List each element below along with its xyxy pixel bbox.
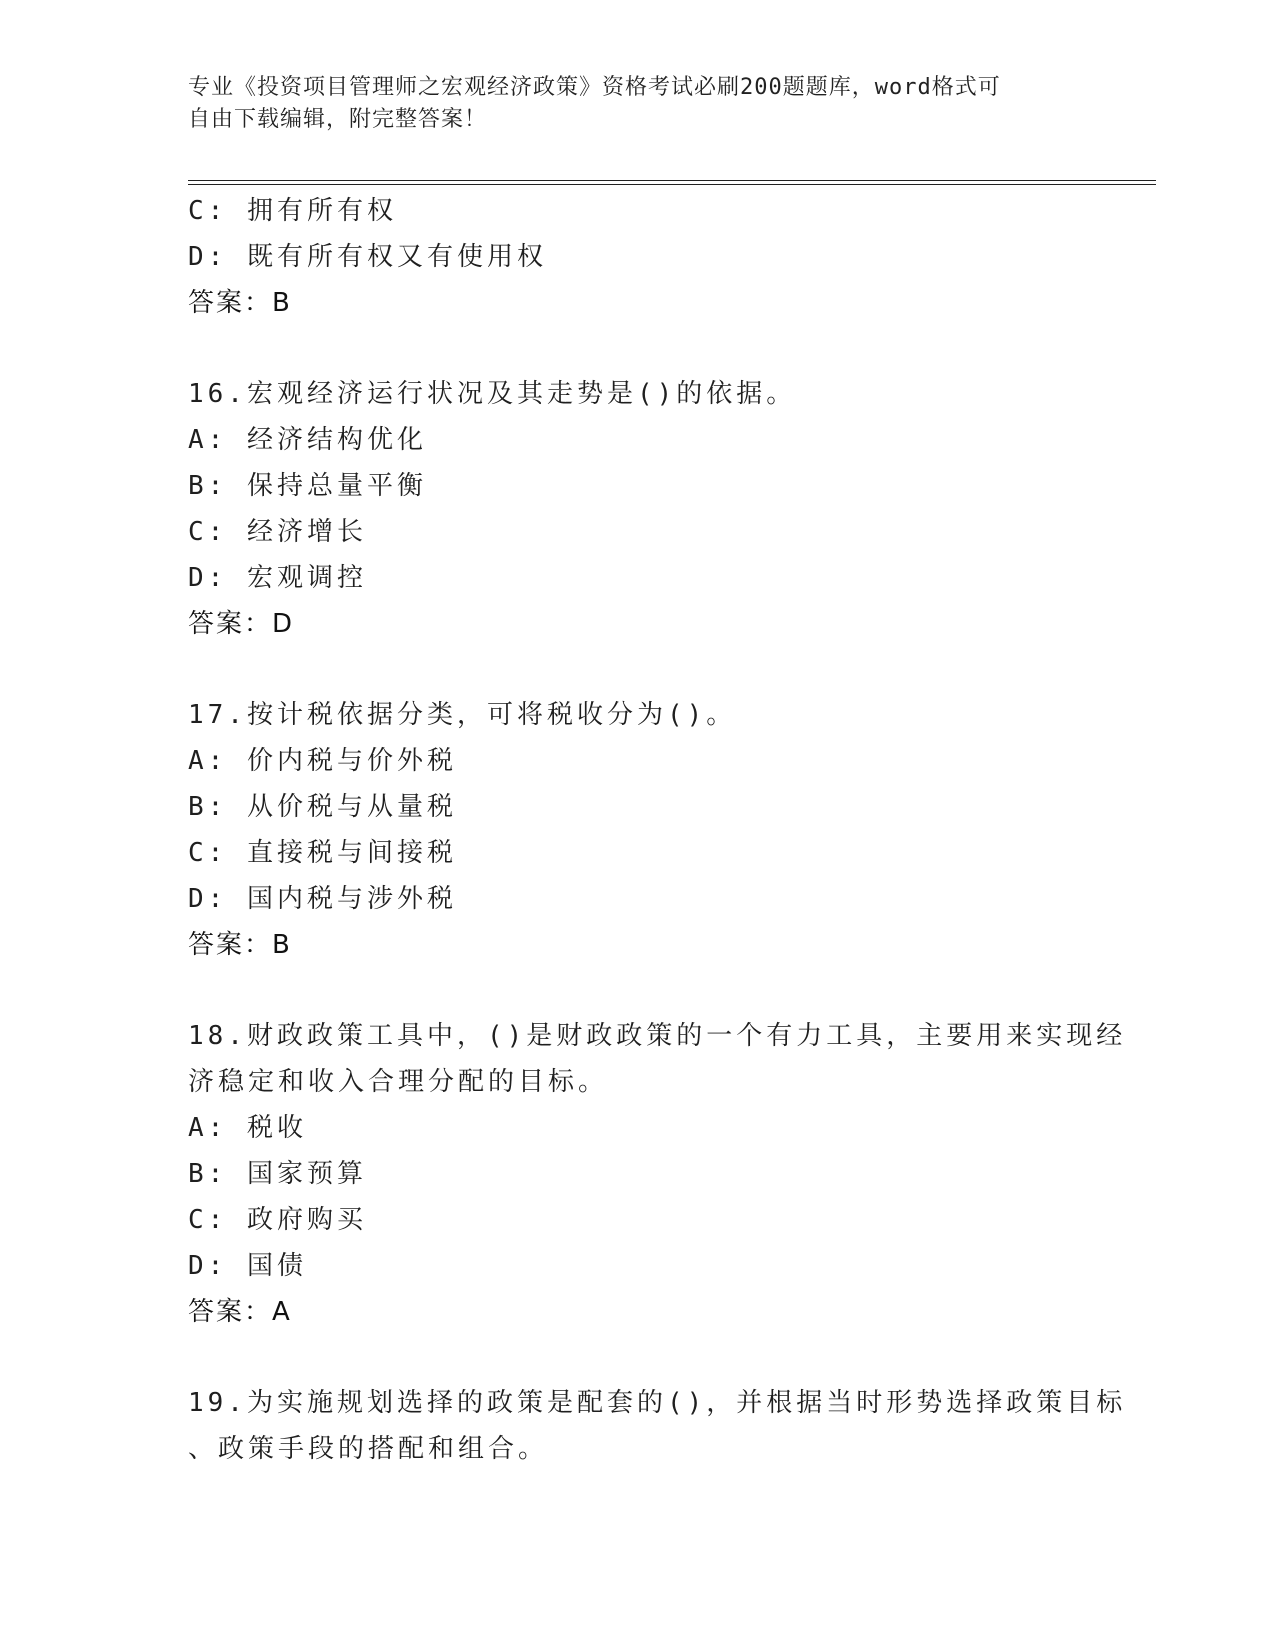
spacer	[188, 647, 1088, 692]
question-18	[188, 1013, 1127, 1335]
question-text-line-1: 19.为实施规划选择的政策是配套的()，并根据当时形势选择政策目标	[188, 1388, 1127, 1418]
option-a: A: 价内税与价外税	[188, 746, 457, 776]
option-d: D: 宏观调控	[188, 563, 367, 593]
question-17	[188, 692, 1088, 968]
spacer	[188, 326, 1088, 371]
question-text-line-1: 18.财政政策工具中，()是财政政策的一个有力工具，主要用来实现经	[188, 1021, 1127, 1051]
header-divider-bottom	[188, 184, 1156, 185]
question-text: 16.宏观经济运行状况及其走势是()的依据。	[188, 379, 797, 409]
option-c: C: 政府购买	[188, 1205, 367, 1235]
option-a: A: 经济结构优化	[188, 425, 427, 455]
header-divider-top	[188, 180, 1156, 181]
question-16	[188, 371, 1088, 647]
question-text-line-2: 、政策手段的搭配和组合。	[188, 1434, 549, 1464]
question-15-continued	[188, 188, 1088, 326]
question-text: 17.按计税依据分类，可将税收分为()。	[188, 700, 737, 730]
answer-line: 答案：A	[188, 1297, 292, 1327]
answer-line: 答案：B	[188, 930, 292, 960]
answer-line: 答案：D	[188, 609, 295, 639]
option-d: D: 国内税与涉外税	[188, 884, 457, 914]
option-a: A: 税收	[188, 1113, 307, 1143]
option-c: C: 拥有所有权	[188, 196, 397, 226]
question-list	[188, 188, 1127, 1472]
option-d: D: 既有所有权又有使用权	[188, 242, 547, 272]
question-text-line-2: 济稳定和收入合理分配的目标。	[188, 1067, 609, 1097]
question-19	[188, 1380, 1127, 1472]
option-b: B: 保持总量平衡	[188, 471, 427, 501]
option-d: D: 国债	[188, 1251, 307, 1281]
option-c: C: 经济增长	[188, 517, 367, 547]
document-header	[188, 72, 1068, 136]
header-title-line-2: 自由下载编辑，附完整答案！	[188, 107, 488, 132]
option-b: B: 国家预算	[188, 1159, 367, 1189]
answer-line: 答案：B	[188, 288, 292, 318]
option-c: C: 直接税与间接税	[188, 838, 457, 868]
header-title-line-1: 专业《投资项目管理师之宏观经济政策》资格考试必刷200题题库，word格式可	[188, 75, 1001, 100]
spacer	[188, 1335, 1088, 1380]
option-b: B: 从价税与从量税	[188, 792, 457, 822]
spacer	[188, 968, 1088, 1013]
